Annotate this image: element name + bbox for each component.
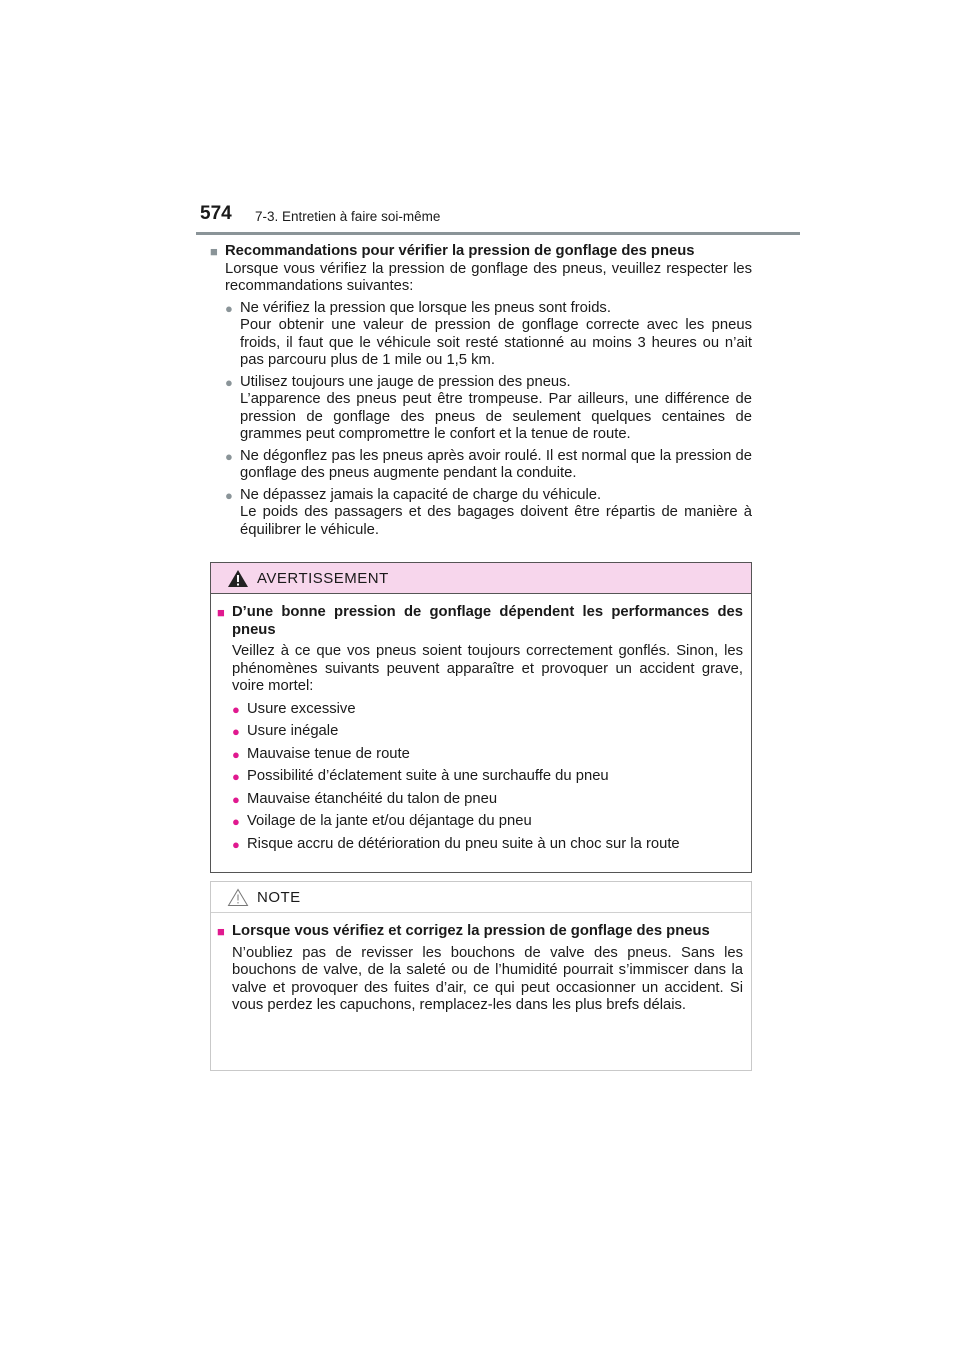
warning-list — [217, 701, 743, 854]
warning-label: AVERTISSEMENT — [257, 569, 389, 587]
list-item — [225, 374, 752, 444]
header-divider — [196, 232, 800, 235]
list-item — [225, 448, 752, 483]
circle-bullet-icon: ● — [232, 769, 240, 784]
circle-bullet-icon: ● — [225, 374, 233, 390]
warning-heading — [217, 604, 743, 639]
list-item — [232, 836, 743, 854]
list-item — [232, 701, 743, 719]
circle-bullet-icon: ● — [232, 701, 240, 717]
list-item-body: Le poids des passagers et des bagages doivent être répartis de manière à équilibrer le véhicule. — [240, 504, 752, 538]
list-item-text: Usure excessive — [247, 700, 356, 717]
list-item — [232, 813, 743, 831]
note-label: NOTE — [257, 888, 301, 906]
circle-bullet-icon: ● — [232, 814, 240, 829]
main-heading-text: Recommandations pour vérifier la pression de gonflage des pneus — [225, 243, 695, 259]
warning-header — [211, 563, 751, 594]
square-bullet-icon: ■ — [217, 924, 225, 939]
list-item-title: Ne vérifiez la pression que lorsque les pneus sont froids. — [240, 299, 611, 316]
circle-bullet-icon: ● — [232, 791, 240, 807]
list-item-text: Risque accru de détérioration du pneu suite à un choc sur la route — [247, 835, 680, 852]
list-item-body: Pour obtenir une valeur de pression de gonflage correcte avec les pneus froids, il faut que le véhicule soit resté stationné au moins 3 heures ou n’ait pas parcouru plus de 1 mile ou 1,5 km. — [240, 317, 752, 368]
note-heading — [217, 923, 743, 941]
warning-intro: Veillez à ce que vos pneus soient toujours correctement gonflés. Sinon, les phénomènes suivants peuvent apparaître et provoquer un accident grave, voire mortel: — [232, 643, 743, 694]
list-item-text: Mauvaise étanchéité du talon de pneu — [247, 790, 498, 807]
list-item-title: Ne dépassez jamais la capacité de charge du véhicule. — [240, 486, 602, 503]
list-item — [225, 300, 752, 370]
main-content — [210, 243, 752, 539]
list-item — [232, 768, 743, 786]
list-item-text: Voilage de la jante et/ou déjantage du pneu — [247, 813, 532, 829]
main-intro: Lorsque vous vérifiez la pression de gonflage des pneus, veuillez respecter les recommandations suivantes: — [225, 260, 752, 294]
list-item-text: Mauvaise tenue de route — [247, 745, 410, 762]
square-bullet-icon: ■ — [217, 605, 225, 620]
caution-triangle-icon — [227, 888, 249, 907]
circle-bullet-icon: ● — [232, 836, 240, 852]
list-item — [232, 791, 743, 809]
list-item-title: Ne dégonflez pas les pneus après avoir roulé. Il est normal que la pression de gonflage des pneus augmente pendant la conduite. — [240, 447, 752, 481]
section-title: 7-3. Entretien à faire soi-même — [255, 209, 441, 224]
warning-box — [210, 562, 752, 873]
note-box — [210, 881, 752, 1071]
page-number: 574 — [200, 203, 232, 224]
circle-bullet-icon: ● — [225, 448, 233, 464]
circle-bullet-icon: ● — [225, 300, 233, 316]
list-item-text: Possibilité d’éclatement suite à une surchauffe du pneu — [247, 768, 609, 784]
note-heading-text: Lorsque vous vérifiez et corrigez la pression de gonflage des pneus — [232, 923, 710, 939]
warning-heading-text: D’une bonne pression de gonflage dépendent les performances des pneus — [232, 604, 743, 638]
list-item — [232, 723, 743, 741]
list-item-title: Utilisez toujours une jauge de pression des pneus. — [240, 373, 571, 390]
list-item — [225, 487, 752, 540]
list-item-body: L’apparence des pneus peut être trompeuse. Par ailleurs, une différence de pression de gonflage des pneus de seulement quelques centaines de grammes peut compromettre le confort et la tenue de route. — [240, 391, 752, 442]
circle-bullet-icon: ● — [232, 724, 240, 739]
warning-triangle-icon — [227, 569, 249, 588]
circle-bullet-icon: ● — [225, 487, 233, 503]
circle-bullet-icon: ● — [232, 746, 240, 762]
list-item — [232, 746, 743, 764]
list-item-text: Usure inégale — [247, 723, 339, 739]
note-body: N’oubliez pas de revisser les bouchons de valve des pneus. Sans les bouchons de valve, de la saleté ou de l’humidité pourrait s’immiscer dans la valve et provoquer des fuites d’air, ce qui peut occasionner un accident. Si vous perdez les capuchons, remplacez-les dans les plus brefs délais. — [232, 944, 743, 1013]
main-heading — [210, 243, 752, 261]
note-header — [211, 882, 751, 913]
square-bullet-icon: ■ — [210, 244, 218, 259]
